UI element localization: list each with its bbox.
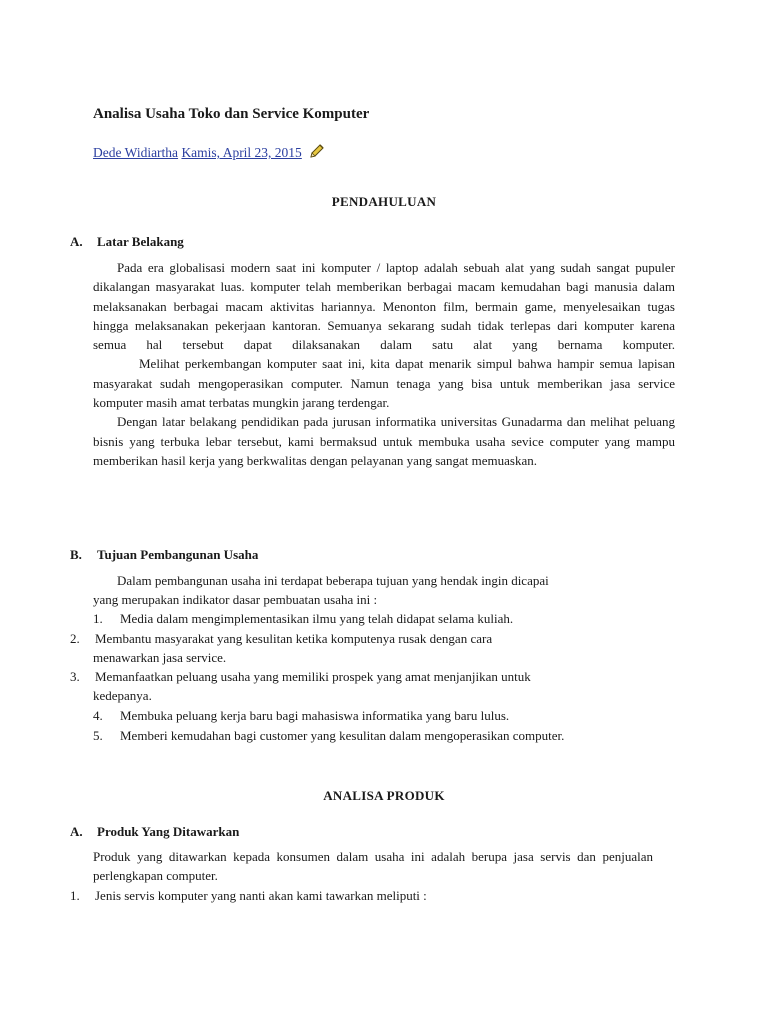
paragraph: Melihat perkembangan komputer saat ini, kita dapat menarik simpul bahwa hampir semua lapisan masyarakat sudah mengoperasikan computer. Namun tenaga yang bisa untuk memberikan jasa service komputer masih amat terbatas mungkin jarang terdengar. (93, 356, 675, 411)
list-item: Memanfaatkan peluang usaha yang memiliki prospek yang amat menjanjikan untuk (95, 669, 531, 684)
list-item-number: 2. (70, 631, 80, 646)
section-heading-pendahuluan: PENDAHULUAN (331, 194, 437, 209)
list-item: Memberi kemudahan bagi customer yang kesulitan dalam mengoperasikan computer. (120, 728, 565, 743)
document-title: Analisa Usaha Toko dan Service Komputer (93, 106, 370, 122)
section-heading-analisa-produk: ANALISA PRODUK (323, 788, 445, 803)
list-item: Membantu masyarakat yang kesulitan ketika komputenya rusak dengan cara (95, 631, 493, 646)
list-item-number: 5. (93, 728, 103, 743)
list-item-continuation: menawarkan jasa service. (93, 650, 227, 665)
list-item-number: 4. (93, 708, 103, 723)
paragraph: Produk yang ditawarkan kepada konsumen dalam usaha ini adalah berupa jasa servis dan penjualan perlengkapan computer. (93, 849, 653, 884)
list-item-number: 1. (93, 611, 103, 626)
byline (93, 143, 325, 164)
author-link[interactable]: Dede Widiartha (93, 145, 179, 160)
subsection-title-produk: Produk Yang Ditawarkan (97, 824, 240, 839)
date-link[interactable]: Kamis, April 23, 2015 (181, 145, 302, 160)
subsection-a-label: A. (70, 234, 83, 249)
latar-belakang-body (93, 258, 675, 470)
tujuan-intro-line2: yang merupakan indikator dasar pembuatan usaha ini : (93, 592, 378, 607)
list-item: Jenis servis komputer yang nanti akan kami tawarkan meliputi : (95, 888, 427, 903)
list-item-continuation: kedepanya. (93, 688, 152, 703)
subsection-a-label: A. (70, 824, 83, 839)
subsection-title-tujuan: Tujuan Pembangunan Usaha (97, 547, 259, 562)
subsection-title-latar-belakang: Latar Belakang (97, 234, 184, 249)
produk-body (93, 847, 653, 886)
paragraph: Pada era globalisasi modern saat ini komputer / laptop adalah sebuah alat yang sudah sangat pupuler dikalangan masyarakat luas. komputer telah memberikan berbagai macam kemudahan bagi manusia dalam melaksanakan berbagai macam aktivitas hariannya. Menonton film, bermain game, menyelesaikan tugas hingga melaksanakan pekerjaan kantoran. Semuanya sekarang sudah tidak terlepas dari komputer karena semua hal tersebut dapat dilaksanakan dalam satu alat yang bernama komputer. (93, 260, 675, 353)
list-item: Membuka peluang kerja baru bagi mahasiswa informatika yang baru lulus. (120, 708, 510, 723)
paragraph: Dengan latar belakang pendidikan pada jurusan informatika universitas Gunadarma dan melihat peluang bisnis yang terbuka lebar tersebut, kami bermaksud untuk membuka usaha sevice computer yang mampu memberikan hasil kerja yang berkwalitas dengan pelayanan yang sangat memuaskan. (93, 414, 675, 468)
list-item-number: 3. (70, 669, 80, 684)
list-item: Media dalam mengimplementasikan ilmu yang telah didapat selama kuliah. (120, 611, 514, 626)
subsection-b-label: B. (70, 547, 82, 562)
list-item-number: 1. (70, 888, 80, 903)
pencil-icon[interactable] (309, 143, 325, 164)
tujuan-intro-line1: Dalam pembangunan usaha ini terdapat beberapa tujuan yang hendak ingin dicapai (117, 573, 549, 588)
